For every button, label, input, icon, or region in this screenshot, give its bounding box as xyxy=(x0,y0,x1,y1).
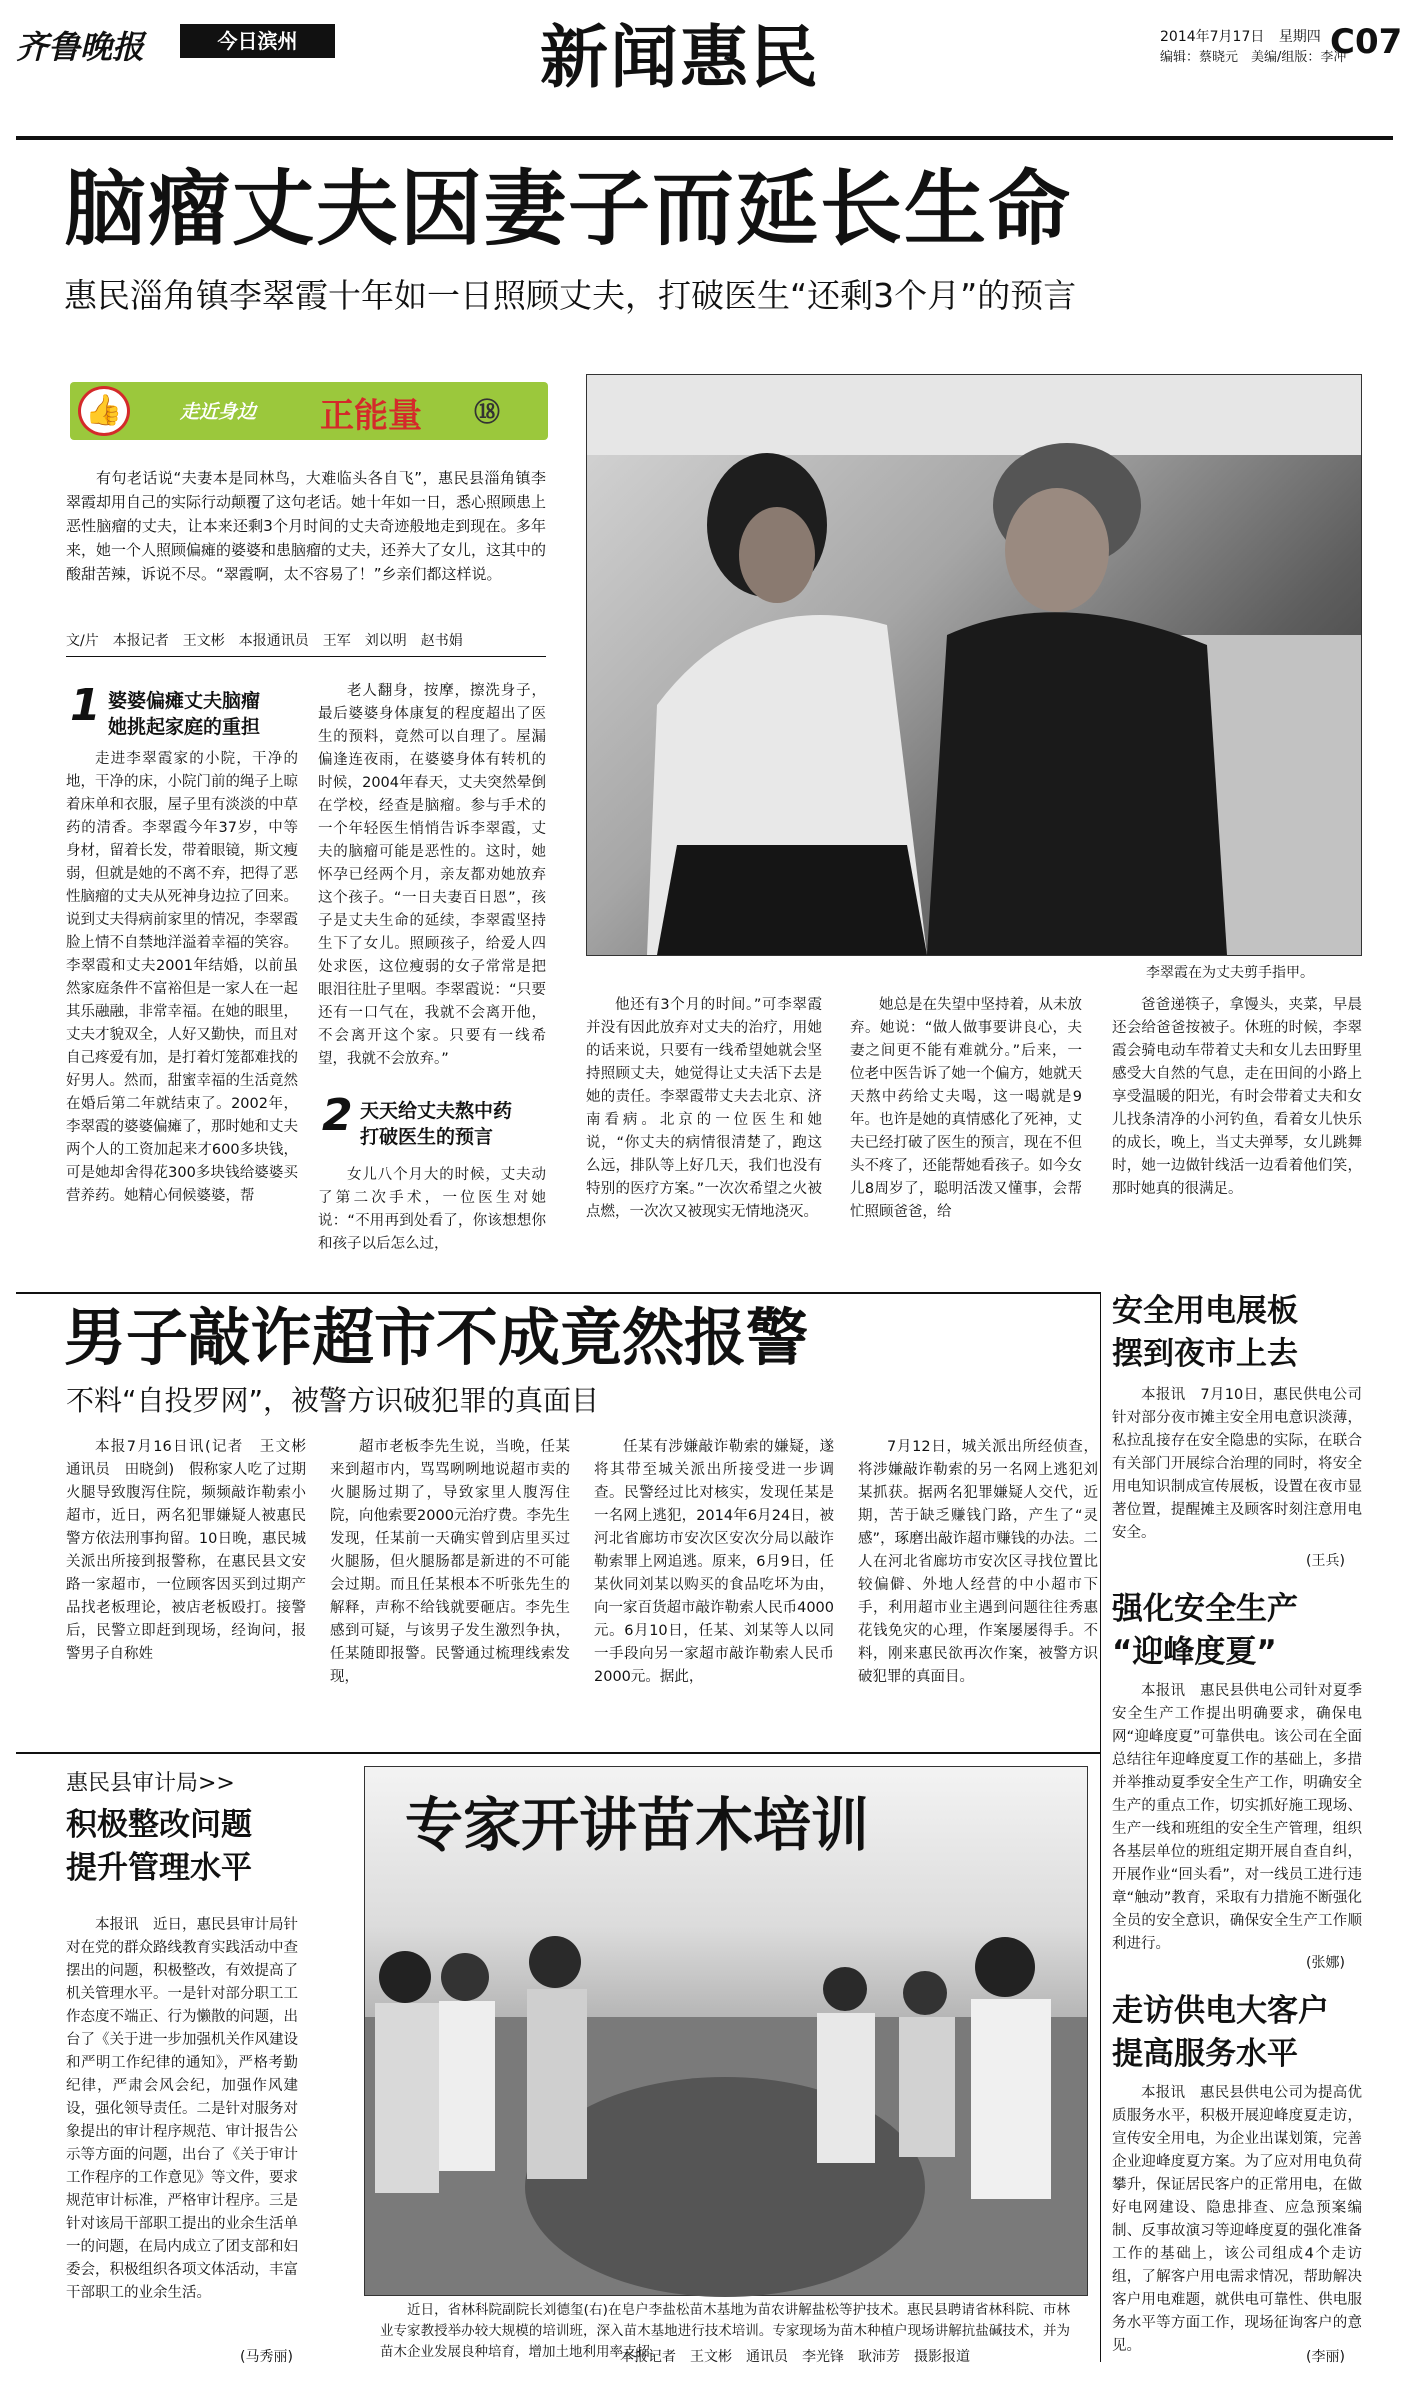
section-title: 新闻惠民 xyxy=(540,18,821,98)
audit-kicker: 惠民县审计局>> xyxy=(66,1771,235,1796)
subhead-2-title: 天天给丈夫熬中药 打破医生的预言 xyxy=(360,1100,513,1148)
training-caption: 近日，省林科院副院长刘德玺(右)在皂户李盐松苗木基地为苗农讲解盐松等护技术。惠民县聘请省林科院、市林业专家教授举办较大规模的培训班，深入苗木基地进行技术培训。专家现场为苗木种植户现场讲解抗盐碱技术，并为苗木企业发展良种培育，增加土地利用率支招。 xyxy=(380,2302,1070,2360)
story2-col-1: 本报7月16日讯(记者 王文彬 通讯员 田晓剑) 假称家人吃了过期火腿导致腹泻住院，频频敲诈勒索小超市，近日，两名犯罪嫌疑人被惠民警方依法刑事拘留。10日晚，惠民城关派出所接到报警称，在惠民县文安路一家超市，一位顾客因买到过期产品找老板理论，被店老板殴打。接警后，民警立即赶到现场，经询问，报警男子自称姓 xyxy=(66,1439,321,1662)
editors-line: 编辑：蔡晓元 美编/组版：李冲 xyxy=(1160,50,1347,65)
story2-bottom-rule xyxy=(16,1752,1100,1754)
badge-number: ⑱ xyxy=(474,398,501,428)
issue-date: 2014年7月17日 xyxy=(1160,29,1265,45)
edition-tag: 今日滨州 xyxy=(180,24,335,58)
lead-col-5: 爸爸递筷子，拿馒头，夹菜，早晨还会给爸爸按被子。休班的时候，李翠霞会骑电动车带着丈夫和女儿去田野里感受大自然的气息，走在田间的小路上享受温暖的阳光，有时会带着丈夫和女儿找条清净的小河钓鱼，看着女儿快乐的成长，晚上，当丈夫弹琴，女儿跳舞时，她一边做针线活一边看着他们笑，那时她真的很满足。 xyxy=(1112,997,1362,1197)
story2-col-2: 超市老板李先生说，当晚，任某来到超市内，骂骂咧咧地说超市卖的火腿肠过期了，导致家里人腹泻住院，向他索要2000元治疗费。李先生发现，任某前一天确实曾到店里买过火腿肠，但火腿肠都是新进的不可能会过期。而且任某根本不听张先生的解释，声称不给钱就要砸店。李先生感到可疑，与该男子发生激烈争执，任某随即报警。民警通过梳理线索发现， xyxy=(330,1439,570,1685)
masthead-rule xyxy=(16,136,1393,140)
lead-col-1: 走进李翠霞家的小院，干净的地，干净的床，小院门前的绳子上晾着床单和衣服，屋子里有淡淡的中草药的清香。李翠霞今年37岁，中等身材，留着长发，带着眼镜，斯文瘦弱，但就是她的不离不弃，把得了恶性脑瘤的丈夫从死神身边拉了回来。说到丈夫得病前家里的情况，李翠霞脸上情不自禁地洋溢着幸福的笑容。李翠霞和丈夫2001年结婚，以前虽然家庭条件不富裕但是一家人在一起其乐融融，非常幸福。在她的眼里，丈夫才貌双全，人好又勤快，而且对自己疼爱有加，是打着灯笼都难找的好男人。然而，甜蜜幸福的生活竟然在婚后第二年就结束了。2002年，李翠霞的婆婆偏瘫了，那时她和丈夫两个人的工资加起来才600多块钱，可是她却舍得花300多块钱给婆婆买营养药。她精心伺候婆婆，帮 xyxy=(66,751,298,1204)
lead-col-2b: 女儿八个月大的时候，丈夫动了第二次手术，一位医生对她说：“不用再到处看了，你该想想你和孩子以后怎么过， xyxy=(318,1167,546,1252)
subhead-1-title: 婆婆偏瘫丈夫脑瘤 她挑起家庭的重担 xyxy=(108,690,261,738)
training-headline: 专家开讲苗木培训 xyxy=(405,1791,870,1859)
badge-text: 走近身边 xyxy=(180,401,257,423)
story2-col-4: 7月12日，城关派出所经侦查，将涉嫌敲诈勒索的另一名网上逃犯刘某抓获。据两名犯罪嫌疑人交代，近期，苦于缺乏赚钱门路，产生了“灵感”，琢磨出敲诈超市赚钱的办法。二人在河北省廊坊市安次区寻找位置比较偏僻、外地人经营的中小超市下手，利用超市业主遇到问题往往秀惠花钱免灾的心理，作案屡屡得手。不料，刚来惠民欲再次作案，被警方识破犯罪的真面目。 xyxy=(858,1439,1098,1685)
right-h3: 走访供电大客户 提高服务水平 xyxy=(1112,1993,1329,2072)
lead-photo-caption: 李翠霞在为丈夫剪手指甲。 xyxy=(1146,965,1314,981)
right-h1: 安全用电展板 摆到夜市上去 xyxy=(1112,1293,1298,1372)
audit-headline: 积极整改问题 提升管理水平 xyxy=(66,1807,252,1886)
training-photo xyxy=(364,1766,1088,2296)
lead-bottom-rule xyxy=(16,1292,1100,1294)
training-credit: 本报记者 王文彬 通讯员 李光锋 耿沛芳 摄影报道 xyxy=(620,2349,970,2365)
issue-weekday: 星期四 xyxy=(1278,29,1321,45)
badge-title: 正能量 xyxy=(320,396,422,436)
lead-subheadline: 惠民淄角镇李翠霞十年如一日照顾丈夫，打破医生“还剩3个月”的预言 xyxy=(64,276,1077,315)
subhead-1-number: 1 xyxy=(70,680,101,731)
page-code: C07 xyxy=(1330,22,1403,62)
lead-col-2a: 老人翻身，按摩，擦洗身子，最后婆婆身体康复的程度超出了医生的预料，竟然可以自理了。屋漏偏逢连夜雨，在婆婆身体有转机的时候，2004年春天，丈夫突然晕倒在学校，经查是脑瘤。参与手术的一个年轻医生悄悄告诉李翠霞，丈夫的脑瘤可能是恶性的。这时，她怀孕已经两个月，亲友都劝她放弃这个孩子。“一日夫妻百日恩”，孩子是丈夫生命的延续，李翠霞坚持生下了女儿。照顾孩子，给爱人四处求医，这位瘦弱的女子常常是把眼泪往肚子里咽。李翠霞说：“只要还有一口气在，我就不会离开他，不会离开这个家。只要有一线希望，我就不会放弃。” xyxy=(318,683,546,1067)
audit-text: 本报讯 近日，惠民县审计局针对在党的群众路线教育实践活动中查摆出的问题，积极整改，有效提高了机关管理水平。一是针对部分职工工作态度不端正、行为懒散的问题，出台了《关于进一步加强机关作风建设和严明工作纪律的通知》，严格考勤纪律，严肃会风会纪，加强作风建设，强化领导责任。二是针对服务对象提出的审计程序规范、审计报告公示等方面的问题，出台了《关于审计工作程序的工作意见》等文件，要求规范审计标准，严格审计程序。三是针对该局干部职工提出的业余生活单一的问题，在局内成立了团支部和妇委会，积极组织各项文体活动，丰富干部职工的业余生活。 xyxy=(66,1917,298,2301)
right-s1: (王兵) xyxy=(1306,1553,1345,1569)
lead-col-4: 她总是在失望中坚持着，从未放弃。她说：“做人做事要讲良心，夫妻之间更不能有难就分。”后来，一位老中医告诉了她一个偏方，她就天天熬中药给丈夫喝，这一喝就是9年。也许是她的真情感化了死神，丈夫已经打破了医生的预言，现在不但头不疼了，还能帮她看孩子。如今女儿8周岁了，聪明活泼又懂事，会帮忙照顾爸爸，给 xyxy=(850,997,1082,1220)
lead-photo xyxy=(586,374,1362,956)
energy-badge xyxy=(70,382,548,440)
lead-intro: 有句老话说“夫妻本是同林鸟，大难临头各自飞”，惠民县淄角镇李翠霞却用自己的实际行动颠覆了这句老话。她十年如一日，悉心照顾患上恶性脑瘤的丈夫，让本来还剩3个月时间的丈夫奇迹般地走到现在。多年来，她一个人照顾偏瘫的婆婆和患脑瘤的丈夫，还养大了女儿，这其中的酸甜苦辣，诉说不尽。“翠霞啊，太不容易了！”乡亲们都这样说。 xyxy=(66,469,547,583)
right-t3: 本报讯 惠民县供电公司为提高优质服务水平，积极开展迎峰度夏走访，宣传安全用电，为企业出谋划策，完善企业迎峰度夏方案。为了应对用电负荷攀升，保证居民客户的正常用电，在做好电网建设、隐患排查、应急预案编制、反事故演习等迎峰度夏的强化准备工作的基础上，该公司组成4个走访组，了解客户用电需求情况，帮助解决客户用电难题，就供电可靠性、供电服务水平等方面工作，现场征询客户的意见。 xyxy=(1112,2085,1362,2354)
paper-logo: 齐鲁晚报 xyxy=(16,28,145,66)
training-photo-scene xyxy=(365,1767,1087,2295)
date-line xyxy=(1160,26,1321,46)
byline-rule xyxy=(66,656,546,657)
story2-col-3: 任某有涉嫌敲诈勒索的嫌疑，遂将其带至城关派出所接受进一步调查。民警经过比对核实，发现任某是一名网上逃犯，2014年6月24日，被河北省廊坊市安次区安次分局以敲诈勒索罪上网追逃。原来，6月9日，任某伙同刘某以购买的食品吃坏为由，向一家百货超市敲诈勒索人民币4000元。6月10日，任某、刘某等人以同一手段向另一家超市敲诈勒索人民币2000元。据此， xyxy=(594,1439,834,1685)
right-h2: 强化安全生产 “迎峰度夏” xyxy=(1112,1591,1298,1670)
right-t1: 本报讯 7月10日，惠民供电公司针对部分夜市摊主安全用电意识淡薄，私拉乱接存在安全隐患的实际，在联合有关部门开展综合治理的同时，将安全用电知识制成宣传展板，设置在夜市显著位置，提醒摊主及顾客时刻注意用电安全。 xyxy=(1112,1387,1362,1541)
subhead-2-number: 2 xyxy=(322,1090,353,1141)
lead-headline: 脑瘤丈夫因妻子而延长生命 xyxy=(64,162,1073,257)
right-s2: (张娜) xyxy=(1306,1955,1345,1971)
story2-headline: 男子敲诈超市不成竟然报警 xyxy=(64,1301,809,1374)
lead-col-3: 他还有3个月的时间。”可李翠霞并没有因此放弃对丈夫的治疗，用她的话来说，只要有一线希望她就会坚持照顾丈夫，她觉得让丈夫活下去是她的责任。李翠霞带丈夫去北京、济南看病。北京的一位医生和她说，“你丈夫的病情很清楚了，跑这么远，排队等上好几天，我们也没有特别的医疗方案。”一次次希望之火被点燃，一次次又被现实无情地浇灭。 xyxy=(586,997,822,1220)
audit-sign: (马秀丽) xyxy=(240,2349,293,2365)
lead-photo-figures xyxy=(587,375,1361,955)
right-t2: 本报讯 惠民县供电公司针对夏季安全生产工作提出明确要求，确保电网“迎峰度夏”可靠供电。该公司在全面总结往年迎峰度夏工作的基础上，多措并举推动夏季安全生产工作，明确安全生产的重点工作，切实抓好施工现场、生产一线和班组的安全生产管理，组织各基层单位的班组定期开展自查自纠，开展作业“回头看”，对一线员工进行违章“触动”教育，采取有力措施不断强化全员的安全意识，确保安全生产工作顺利进行。 xyxy=(1112,1683,1362,1952)
thumbs-up-icon: 👍 xyxy=(78,386,130,436)
right-col-divider xyxy=(1100,1292,1101,2362)
story2-subheadline: 不料“自投罗网”，被警方识破犯罪的真面目 xyxy=(66,1384,600,1417)
lead-byline: 文/片 本报记者 王文彬 本报通讯员 王军 刘以明 赵书娟 xyxy=(66,633,463,649)
right-s3: (李丽) xyxy=(1306,2349,1345,2365)
